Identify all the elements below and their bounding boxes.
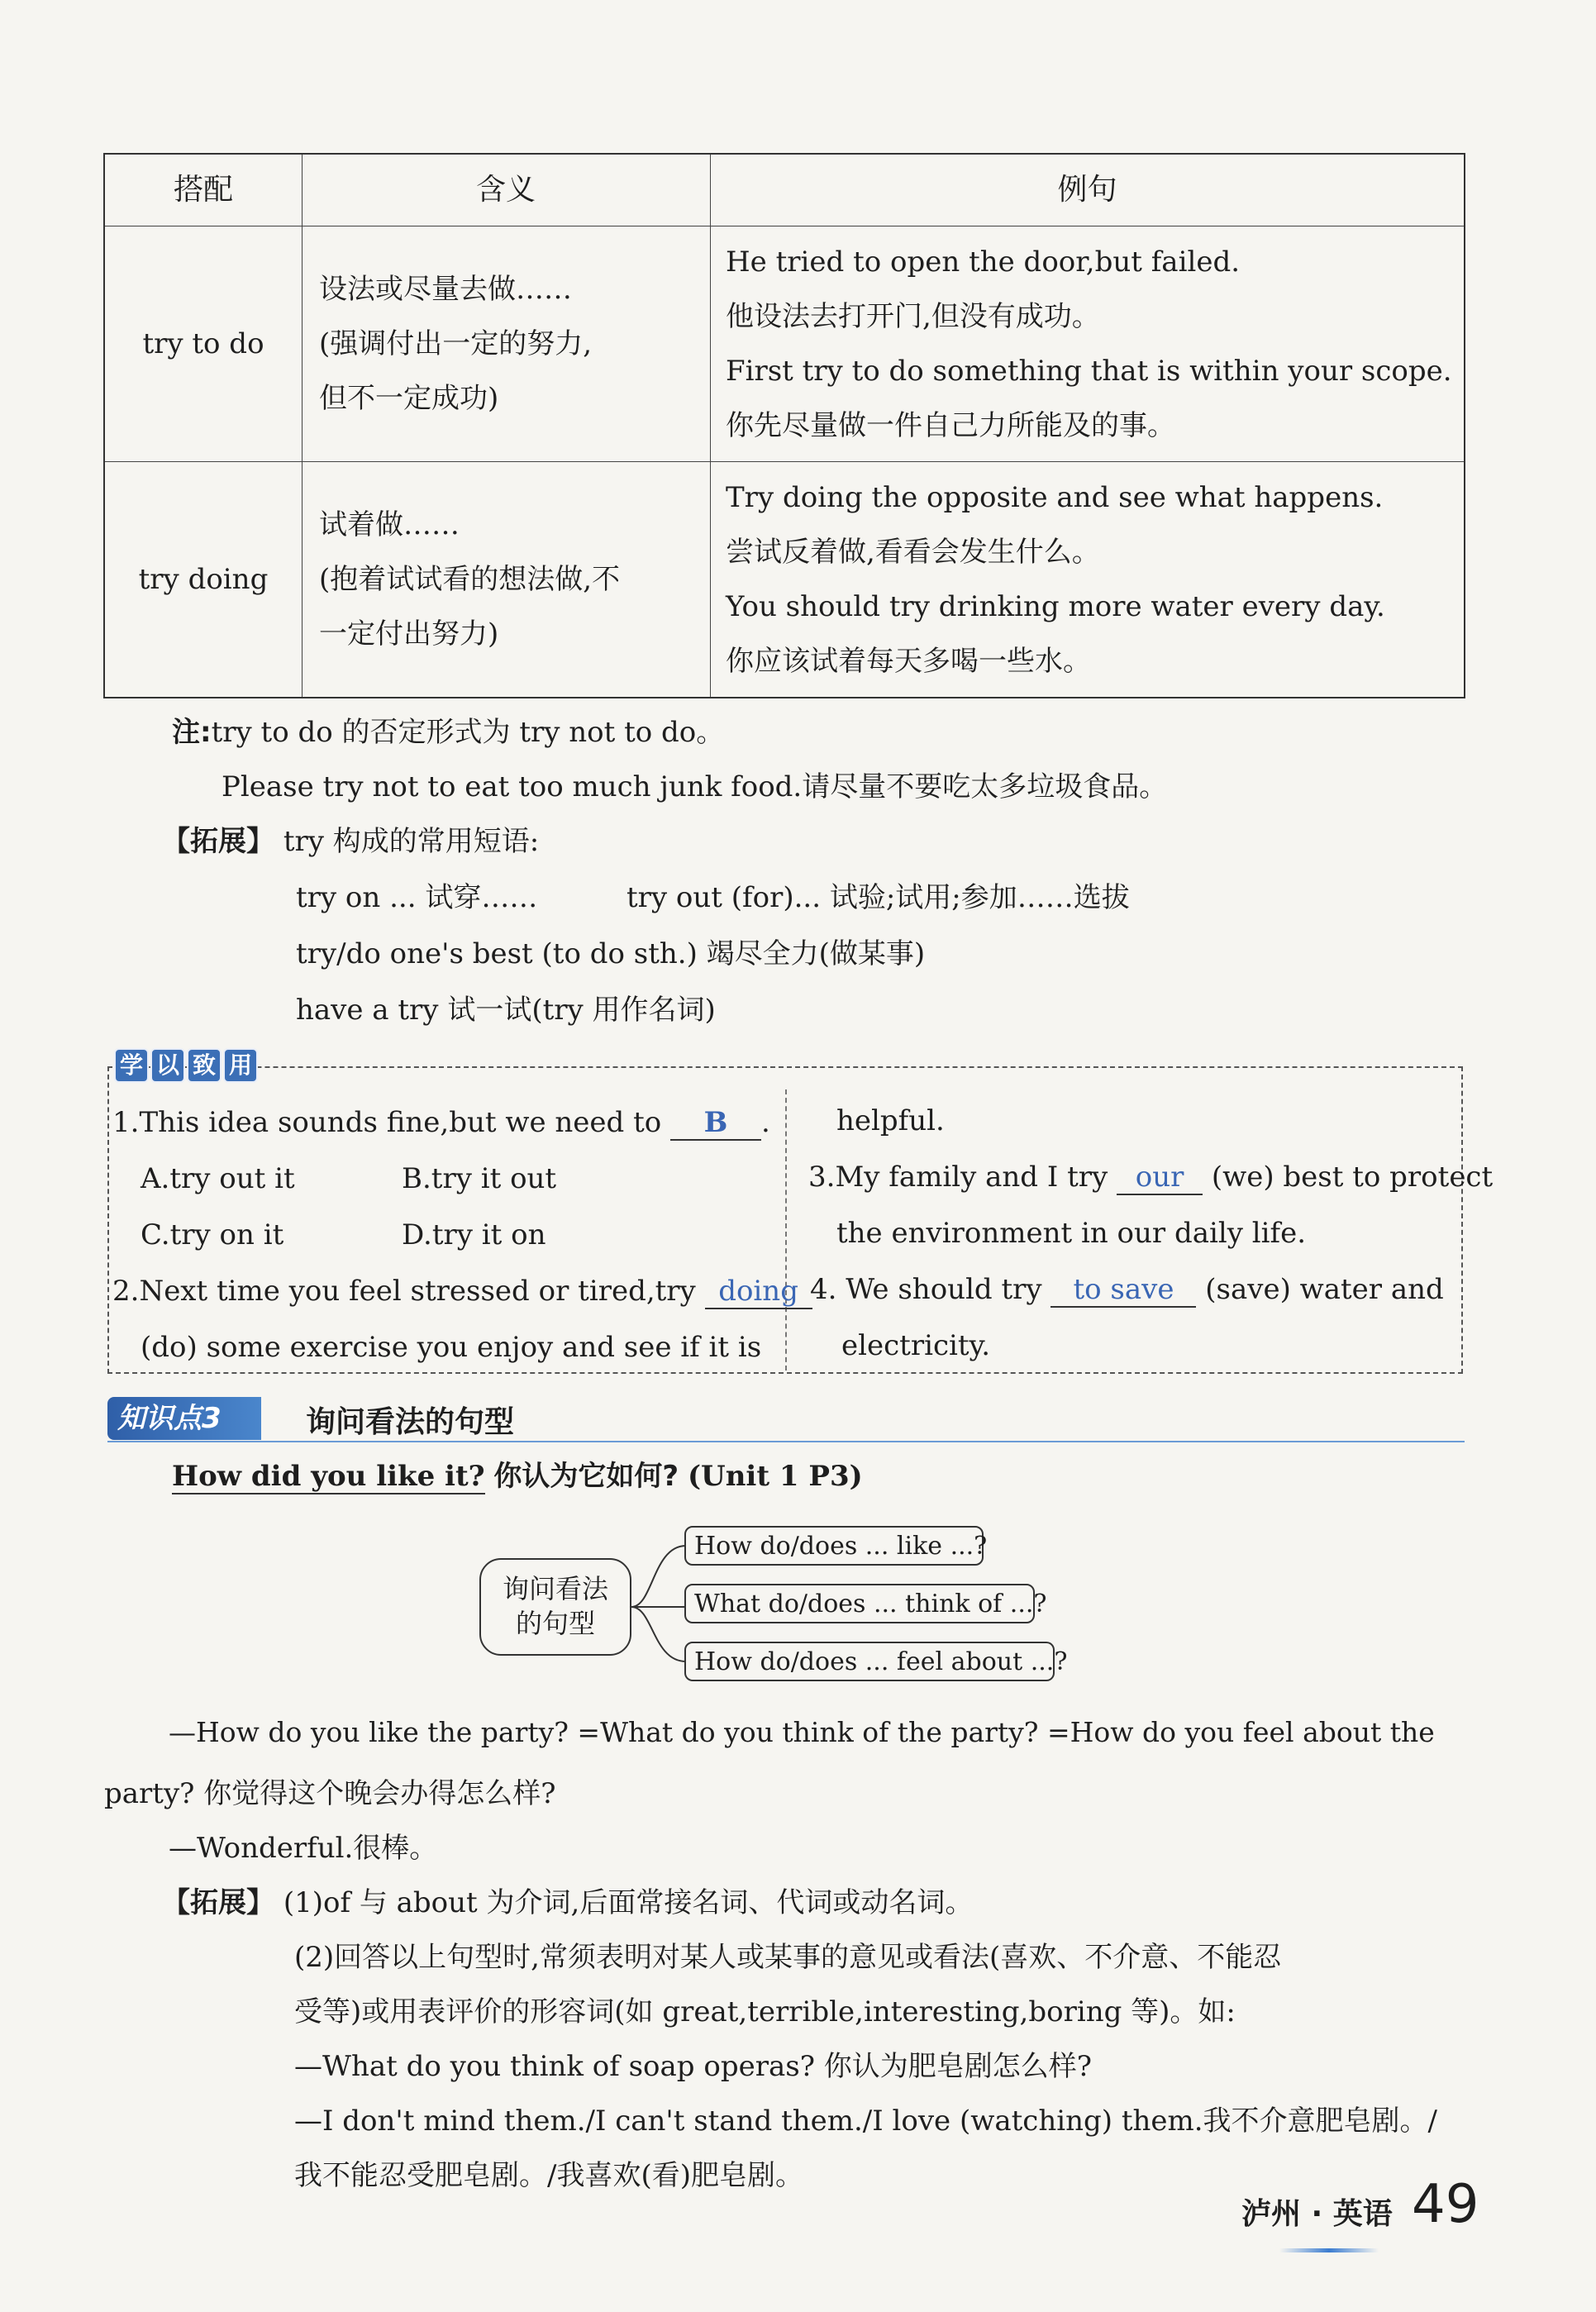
- note-example: Please try not to eat too much junk food.请尽量不要吃太多垃圾食品。: [222, 770, 1168, 803]
- q3-stem: 3.My family and I try: [808, 1161, 1108, 1194]
- mind-map-root-line: 询问看法: [502, 1573, 608, 1604]
- phrase-cell: try to do: [104, 226, 303, 462]
- question-2: [112, 1275, 812, 1309]
- meaning-line: (强调付出一定的努力,: [319, 327, 593, 360]
- q1-stem: 1.This idea sounds fine,but we need to: [112, 1106, 662, 1139]
- expand-example: —I don't mind them./I can't stand them./I love (watching) them.我不介意肥皂剧。/: [294, 2105, 1438, 2138]
- mind-map-branch: How do/does ... like ...?: [684, 1526, 984, 1566]
- knowledge-point-rule: [107, 1441, 1465, 1442]
- meaning-line: (抱着试试看的想法做,不: [319, 563, 621, 596]
- knowledge-point-badge: 知识点3: [107, 1397, 261, 1440]
- footer-label: 泸州 · 英语: [1241, 2197, 1393, 2231]
- footer-bar: [1279, 2248, 1379, 2252]
- dialogue-line: party? 你觉得这个晚会办得怎么样?: [104, 1777, 556, 1810]
- table-row: [104, 462, 1465, 698]
- example-line: 你应该试着每天多喝一些水。: [726, 645, 1091, 678]
- example-cell: [711, 462, 1465, 698]
- q1-option: C.try on it: [141, 1218, 284, 1251]
- q3-stem-end: (we) best to protect: [1211, 1161, 1494, 1194]
- example-cell: [711, 226, 1465, 462]
- example-line: He tried to open the door,but failed.: [726, 246, 1241, 279]
- q2-answer[interactable]: doing: [705, 1275, 812, 1309]
- mind-map-root-line: 的句型: [515, 1608, 595, 1639]
- example-line: 你先尽量做一件自己力所能及的事。: [726, 409, 1175, 442]
- example-line: You should try drinking more water every day.: [726, 590, 1385, 623]
- expand-section: [162, 818, 539, 859]
- q2-line: helpful.: [836, 1104, 945, 1137]
- mind-map-root: [479, 1558, 631, 1656]
- q2-stem: 2.Next time you feel stressed or tired,try: [112, 1275, 696, 1308]
- table-header: 搭配: [104, 154, 303, 226]
- tag-char: 致: [187, 1048, 222, 1083]
- expand-label: 【拓展】: [162, 1886, 274, 1919]
- meaning-cell: [303, 462, 711, 698]
- meaning-line: 但不一定成功): [319, 382, 499, 415]
- q1-answer[interactable]: B: [670, 1106, 761, 1141]
- example-line: 他设法去打开门,但没有成功。: [726, 300, 1100, 333]
- expand-intro: try 构成的常用短语:: [283, 825, 540, 858]
- q1-option: A.try out it: [141, 1162, 295, 1195]
- q4-answer[interactable]: to save: [1051, 1273, 1196, 1308]
- question-3: [808, 1161, 1493, 1195]
- expand-example: 我不能忍受肥皂剧。/我喜欢(看)肥皂剧。: [294, 2159, 803, 2192]
- key-sentence-en: How did you like it?: [172, 1460, 485, 1493]
- q3-line: the environment in our daily life.: [836, 1217, 1307, 1250]
- tag-char: 学: [114, 1048, 149, 1083]
- meaning-line: 试着做……: [319, 508, 460, 541]
- example-line: First try to do something that is within your scope.: [726, 355, 1452, 388]
- table-row: [104, 226, 1465, 462]
- meaning-line: 一定付出努力): [319, 617, 499, 651]
- example-line: Try doing the opposite and see what happens.: [726, 481, 1384, 514]
- expand-label: 【拓展】: [162, 825, 274, 858]
- note-text: try to do 的否定形式为 try not to do。: [211, 716, 725, 749]
- phrase-item: try/do one's best (to do sth.) 竭尽全力(做某事): [296, 937, 926, 970]
- q3-answer[interactable]: our: [1117, 1161, 1203, 1195]
- key-sentence: [172, 1453, 863, 1494]
- q4-line: electricity.: [841, 1329, 991, 1362]
- connector-line: [631, 1607, 686, 1661]
- meaning-cell: [303, 226, 711, 462]
- key-sentence-cn: 你认为它如何?: [493, 1460, 679, 1493]
- dialogue-line: —How do you like the party? =What do you think of the party? =How do you feel about the: [169, 1716, 1435, 1748]
- page-number: 49: [1412, 2174, 1479, 2235]
- q1-option: B.try it out: [402, 1162, 557, 1195]
- expand-section: [162, 1880, 973, 1920]
- note-label: 注:: [172, 716, 212, 749]
- expand-example: —What do you think of soap operas? 你认为肥皂剧怎么样?: [294, 2050, 1092, 2083]
- expand-paragraph: 受等)或用表评价的形容词(如 great,terrible,interesting,boring 等)。如:: [294, 1995, 1236, 2028]
- table-header: 含义: [303, 154, 711, 226]
- expand-paragraph: (2)回答以上句型时,常须表明对某人或某事的意见或看法(喜欢、不介意、不能忍: [294, 1941, 1282, 1974]
- q1-stem-end: .: [761, 1106, 770, 1139]
- exercise-divider: [785, 1089, 787, 1371]
- collocation-table: [103, 153, 1465, 698]
- question-4: [810, 1273, 1444, 1308]
- tag-char: 以: [150, 1048, 185, 1083]
- mind-map-branch: What do/does ... think of ...?: [684, 1584, 1035, 1623]
- q1-option: D.try it on: [402, 1218, 546, 1251]
- connector-line: [631, 1546, 686, 1607]
- table-header-row: [104, 154, 1465, 226]
- table-header: 例句: [711, 154, 1465, 226]
- note: [172, 709, 724, 750]
- question-1: [112, 1106, 770, 1141]
- meaning-line: 设法或尽量去做……: [319, 273, 572, 306]
- knowledge-point-title: 询问看法的句型: [306, 1405, 515, 1439]
- phrase-item: try out (for)... 试验;试用;参加……选拔: [626, 881, 1130, 914]
- q4-stem: 4. We should try: [810, 1273, 1042, 1306]
- phrase-item: have a try 试一试(try 用作名词): [296, 994, 716, 1027]
- example-line: 尝试反着做,看看会发生什么。: [726, 536, 1100, 569]
- q4-stem-end: (save) water and: [1205, 1273, 1444, 1306]
- expand-paragraph: (1)of 与 about 为介词,后面常接名词、代词或动名词。: [283, 1886, 974, 1919]
- phrase-item: try on ... 试穿……: [296, 881, 538, 914]
- tag-char: 用: [223, 1048, 258, 1083]
- phrase-cell: try doing: [104, 462, 303, 698]
- q2-line: (do) some exercise you enjoy and see if it is: [141, 1331, 762, 1364]
- dialogue-line: —Wonderful.很棒。: [169, 1832, 438, 1865]
- key-sentence-source: (Unit 1 P3): [687, 1460, 863, 1493]
- mind-map-branch: How do/does ... feel about ...?: [684, 1642, 1055, 1681]
